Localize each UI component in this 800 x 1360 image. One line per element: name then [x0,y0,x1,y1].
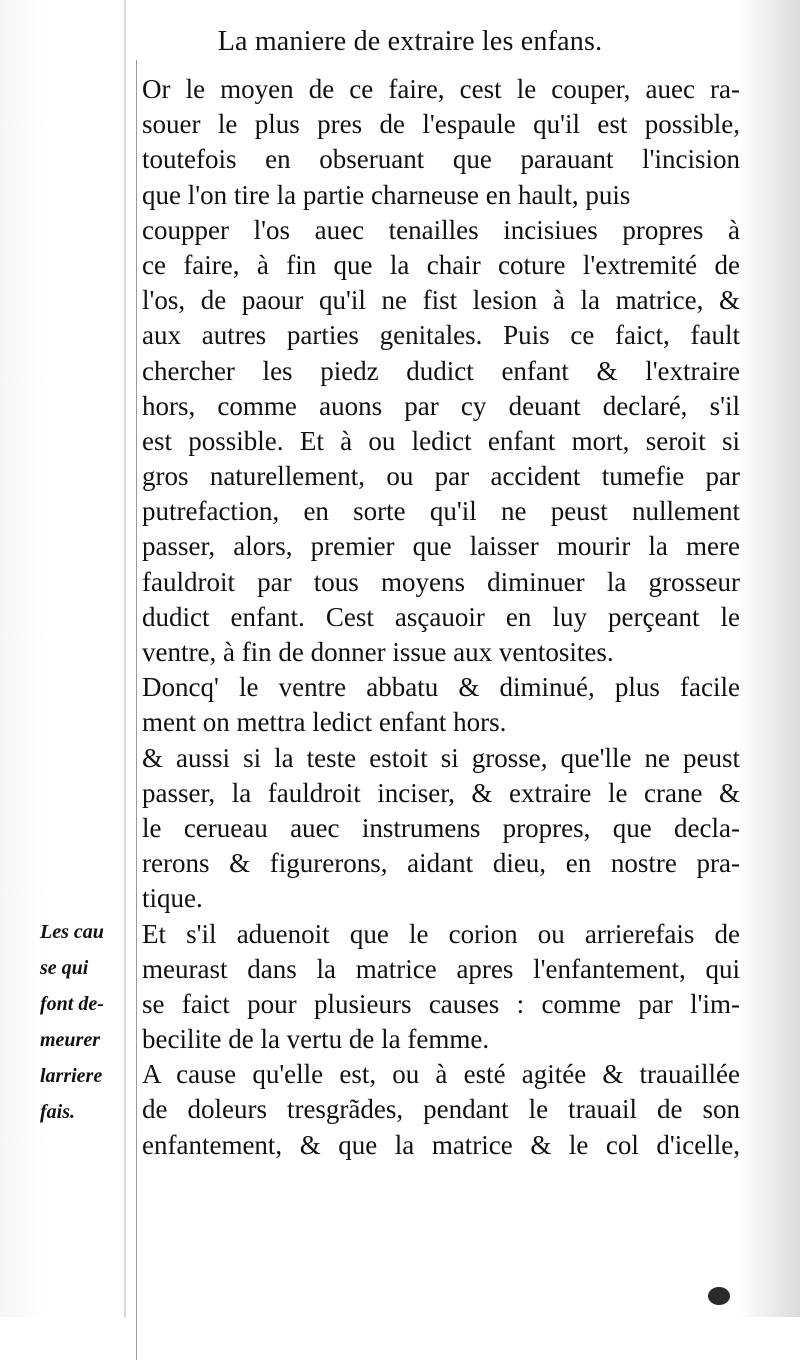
marginal-note [40,914,144,1130]
marginal-note-line: larriere [40,1065,103,1087]
marginal-note-line: font de- [40,993,104,1015]
text-line: Doncq' le ventre abbatu & diminué, plus facile [142,672,740,703]
ink-smudge [708,1287,730,1305]
text-line: Or le moyen de ce faire, cest le couper, auec ra- [142,74,740,104]
text-line: aux autres parties genitales. Puis ce faict, fault [142,320,740,351]
text-line: & aussi si la teste estoit si grosse, que'lle ne peust [142,742,740,773]
text-line: toutefois en obseruant que parauant l'incision [142,144,740,175]
text-line: le cerueau auec instrumens propres, que decla- [142,812,740,843]
text-line: putrefaction, en sorte qu'il ne peust nullement [142,496,740,527]
text-line: l'os, de paour qu'il ne fist lesion à la matrice, & [142,285,740,316]
marginal-note-line: fais. [40,1101,75,1123]
text-line: becilite de la vertu de la femme. [142,1024,490,1055]
marginal-note-line: Les cau [40,921,104,943]
text-line: enfantement, & que la matrice & le col d'icelle, [142,1129,740,1160]
text-line: ventre, à fin de donner issue aux ventosites. [142,637,614,667]
text-line: chercher les piedz dudict enfant & l'extraire [142,355,740,386]
text-line: hors, comme auons par cy deuant declaré, s'il [142,390,740,421]
text-line: meurast dans la matrice apres l'enfantement, qui [142,953,740,984]
text-line: de doleurs tresgrãdes, pendant le trauail de son [142,1094,740,1125]
marginal-note-line: se qui [40,957,89,979]
text-line: coupper l'os auec tenailles incisiues propres à [142,214,740,245]
text-line: fauldroit par tous moyens diminuer la grosseur [142,566,740,597]
text-line: gros naturellement, ou par accident tumefie par [142,461,740,492]
text-line: dudict enfant. Cest asçauoir en luy perçeant le [142,601,740,632]
page-edge-shadow [744,0,800,1317]
body-text [142,72,740,1163]
text-line: Et s'il aduenoit que le corion ou arrierefais de [142,918,740,949]
text-line: tique. [142,883,203,914]
text-line: rerons & figurerons, aidant dieu, en nostre pra- [142,848,740,879]
text-margin-rule [136,60,137,1360]
text-line: ce faire, à fin que la chair coture l'extremité de [142,249,740,280]
running-head: La maniere de extraire les enfans. [217,26,603,57]
text-line: passer, alors, premier que laisser mourir la mere [142,531,740,562]
text-line: passer, la fauldroit inciser, & extraire le crane & [142,777,740,808]
text-line: souer le plus pres de l'espaule qu'il est possible, [142,109,740,140]
text-line: que l'on tire la partie charneuse en hault, puis [142,179,631,210]
marginal-note-line: meurer [40,1029,100,1051]
text-line: se faict pour plusieurs causes : comme par l'im- [142,988,740,1019]
text-line: est possible. Et à ou ledict enfant mort, seroit si [142,425,740,456]
text-line: A cause qu'elle est, ou à esté agitée & trauaillée [142,1059,740,1090]
text-line: ment on mettra ledict enfant hors. [142,707,507,738]
